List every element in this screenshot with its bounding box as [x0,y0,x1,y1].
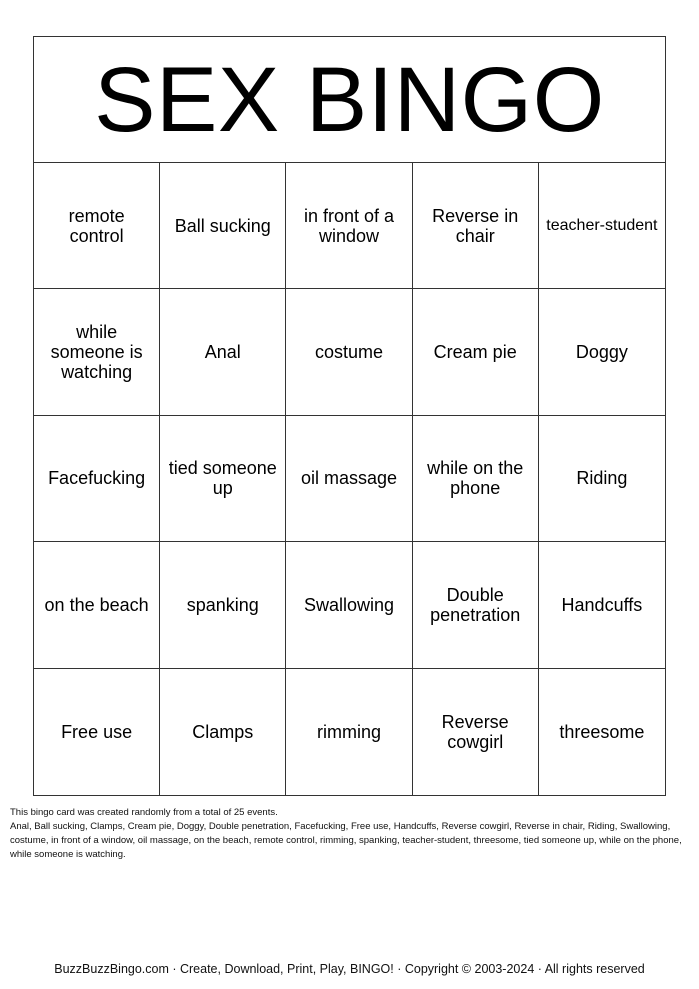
bingo-cell-r4c5: Handcuffs [539,542,665,668]
bingo-cell-r2c1: while someone is watching [34,289,160,415]
bingo-cell-r5c5: threesome [559,721,645,742]
bingo-cell-r5c3: rimming [286,669,412,795]
bingo-cell-r1c4: Reverse in chair [413,163,539,289]
bingo-cell-r1c2: Ball sucking [160,163,286,289]
bingo-grid [34,163,665,795]
bingo-cell-r2c2: Anal [160,289,286,415]
bingo-cell-r3c1: Facefucking [34,416,160,542]
bingo-cell-r1c5: teacher-student [539,163,665,289]
bingo-cell-r4c3: Swallowing [286,542,412,668]
notes-intro: This bingo card was created randomly from a total of 25 events. [10,807,278,818]
bingo-cell-r4c1: on the beach [34,542,160,668]
card-notes [10,806,690,862]
bingo-cell-r1c1: remote control [34,163,160,289]
bingo-cell-r2c5: Doggy [539,289,665,415]
bingo-cell-r5c4: Reverse cowgirl [413,669,539,795]
bingo-cell-r1c3: in front of a window [286,163,412,289]
site-footer: BuzzBuzzBingo.com · Create, Download, Print, Play, BINGO! · Copyright © 2003-2024 · All rights reserved [54,962,645,976]
card-title: SEX BINGO [34,37,665,163]
bingo-cell-r5c1: Free use [34,669,160,795]
bingo-cell-r3c3: oil massage [286,416,412,542]
bingo-cell-r3c5: Riding [539,416,665,542]
notes-event-list: Anal, Ball sucking, Clamps, Cream pie, Doggy, Double penetration, Facefucking, Free use, Handcuffs, Reverse cowgirl, Reverse in chair, Riding, Swallowing, costume, in front of a window, oil massage, on the beach, remote control, rimming, spanking, teacher-student, threesome, tied someone up, while on the phone, while someone is watching. [10,821,682,860]
bingo-cell-r2c3: costume [286,289,412,415]
bingo-cell-r4c2: spanking [160,542,286,668]
bingo-cell-r5c2: Clamps [160,669,286,795]
bingo-cell-r2c4: Cream pie [413,289,539,415]
bingo-card [33,36,666,796]
bingo-cell-r3c2: tied someone up [160,416,286,542]
bingo-cell-r3c4: while on the phone [413,416,539,542]
bingo-cell-r4c4: Double penetration [413,542,539,668]
